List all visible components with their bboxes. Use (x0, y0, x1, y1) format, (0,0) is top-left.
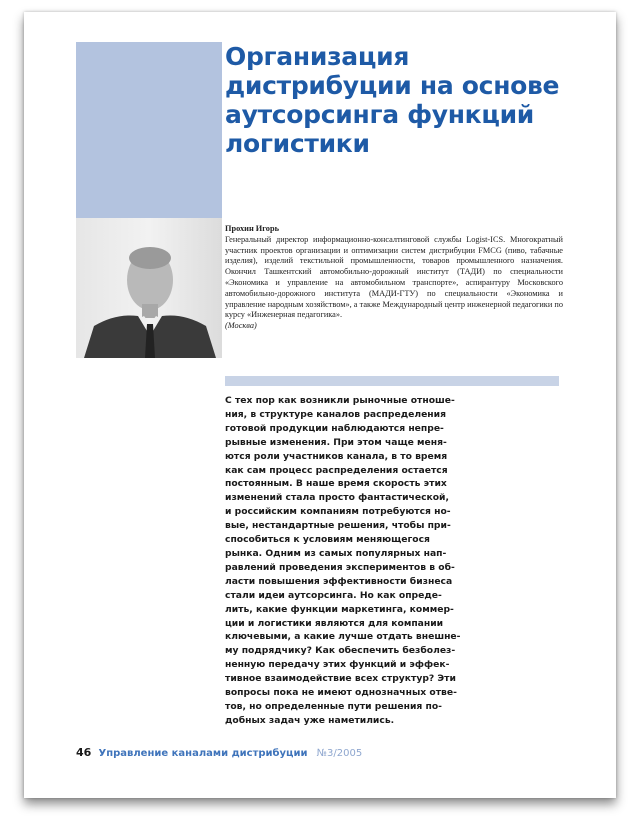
journal-name: Управление каналами дистрибуции (98, 748, 308, 759)
article-lead (225, 394, 515, 728)
lead-line: рывные изменения. При этом чаще меня- (225, 436, 447, 448)
section-divider-bar (225, 376, 559, 386)
author-photo (76, 218, 222, 358)
lead-line: ния, в структуре каналов распределения (225, 408, 446, 420)
author-name: Прохин Игорь (225, 224, 279, 233)
lead-line: ненную передачу этих функций и эффек- (225, 659, 450, 671)
author-city: (Москва) (225, 321, 257, 331)
lead-line: лить, какие функции маркетинга, коммер- (225, 603, 454, 615)
lead-line: постоянным. В наше время скорость этих (225, 478, 447, 490)
lead-line: тов, но определенные пути решения по- (225, 700, 442, 712)
article-title: Организация дистрибуции на основе аутсорсинга функций логистики (225, 42, 560, 158)
lead-line: ции и логистики являются для компании (225, 617, 444, 629)
lead-line: тивное взаимодействие всех структур? Эти (225, 673, 456, 685)
lead-line: ключевыми, а какие лучше отдать внешне- (225, 631, 461, 643)
lead-line: способиться к условиям меняющегося (225, 534, 430, 546)
author-portrait-illustration (76, 218, 222, 358)
lead-line: вопросы пока не имеют однозначных отве- (225, 687, 457, 699)
issue-number: №3/2005 (316, 748, 363, 759)
lead-line: и российским компаниям потребуются но- (225, 506, 451, 518)
author-bio-block (225, 224, 563, 332)
author-bio-text: Генеральный директор информационно-консалтинговой службы Logist-ICS. Многократный участник проектов организации и оптимизации систем дистрибуции FMCG (пиво, табачные изделия), изделий текстильной промышленности, товаров промышленного назначения. Окончил Ташкентский автомобильно-дорожный институт (ТАДИ) по специальности «Экономика и управление на автомобильном транспорте», аспирантуру Московского автомобильно-дорожного института (МАДИ-ГТУ) по специальности «Экономика и управление народным хозяйством», а также Международный центр инженерной педагогики по курсу «Инженерная педагогика». (225, 234, 563, 320)
lead-line: готовой продукции наблюдаются непре- (225, 422, 444, 434)
lead-line: вые, нестандартные решения, чтобы при- (225, 520, 451, 532)
lead-line: му подрядчику? Как обеспечить безболез- (225, 645, 456, 657)
lead-line: рынка. Одним из самых популярных нап- (225, 547, 447, 559)
lead-line: ются роли участников канала, в то время (225, 450, 448, 462)
lead-line: ласти повышения эффективности бизнеса (225, 575, 453, 587)
lead-line: изменений стала просто фантастической, (225, 492, 449, 504)
lead-line: как сам процесс распределения остается (225, 464, 448, 476)
page-number: 46 (76, 746, 92, 759)
lead-line: равлений проведения экспериментов в об- (225, 561, 455, 573)
lead-line: добных задач уже наметились. (225, 714, 395, 726)
magazine-page (24, 12, 616, 798)
lead-line: стали идеи аутсорсинга. Но как опреде- (225, 589, 442, 601)
lead-line: С тех пор как возникли рыночные отноше- (225, 395, 455, 406)
page-footer (76, 746, 362, 759)
